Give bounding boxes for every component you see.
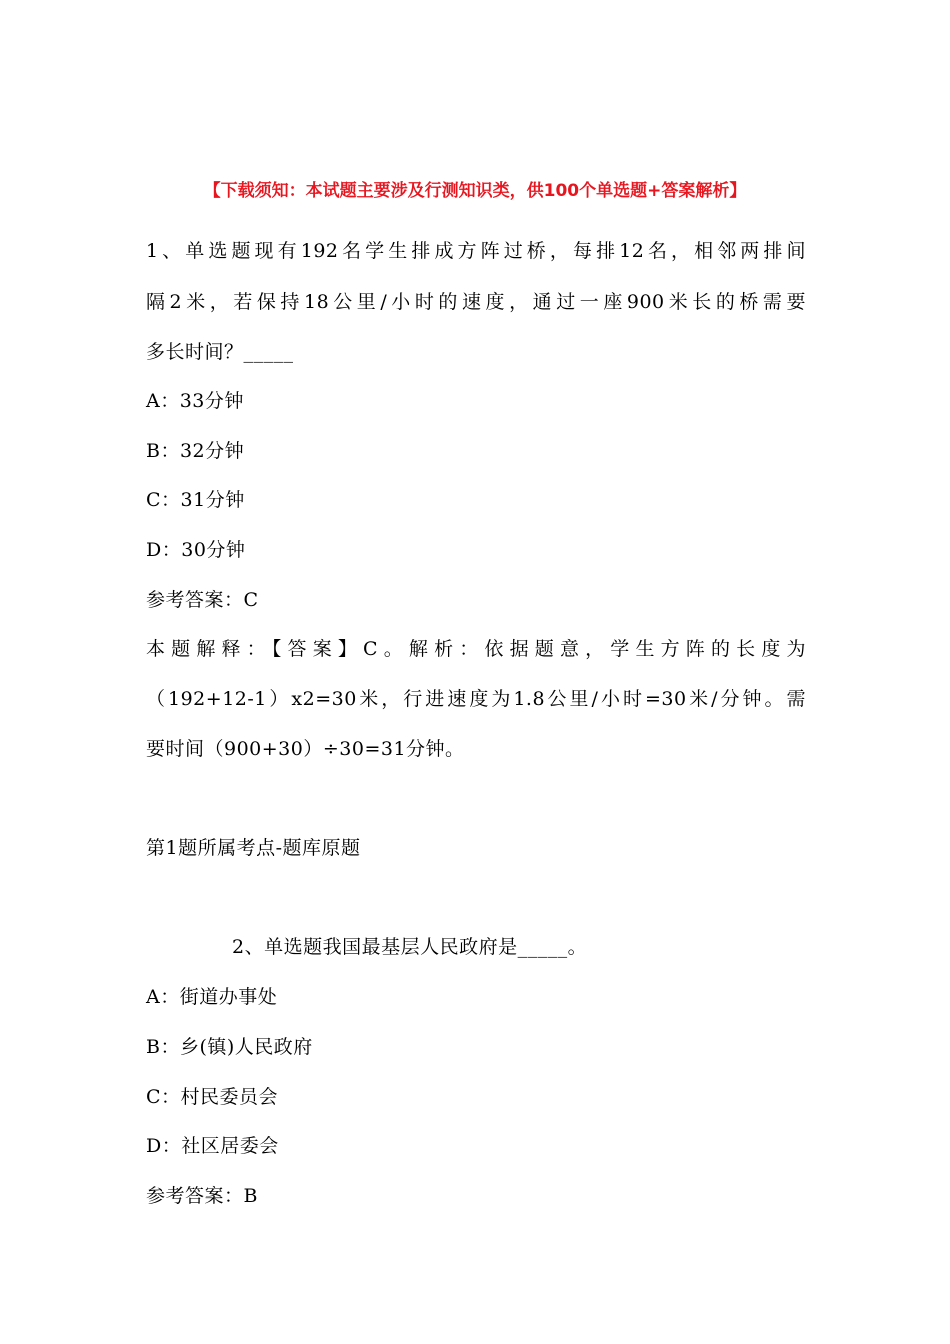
q1-explanation-line-1: 本题解释：【答案】C。解析：依据题意，学生方阵的长度为	[146, 638, 806, 660]
q1-option-d: D：30分钟	[146, 539, 246, 561]
q1-stem-line-1: 1、单选题现有192名学生排成方阵过桥，每排12名，相邻两排间	[146, 240, 806, 262]
q1-stem-line-2: 隔2米，若保持18公里/小时的速度，通过一座900米长的桥需要	[146, 291, 806, 313]
q1-topic: 第1题所属考点-题库原题	[146, 837, 361, 859]
q2-option-c: C：村民委员会	[146, 1086, 279, 1108]
q1-answer: 参考答案：C	[146, 589, 259, 611]
q2-option-a: A：街道办事处	[146, 986, 278, 1008]
q2-option-b: B：乡(镇)人民政府	[146, 1036, 313, 1058]
q2-answer: 参考答案：B	[146, 1185, 258, 1207]
download-notice: 【下载须知：本试题主要涉及行测知识类，供100个单选题+答案解析】	[203, 181, 747, 201]
q2-stem: 2、单选题我国最基层人民政府是_____。	[232, 936, 588, 958]
q2-option-d: D：社区居委会	[146, 1135, 279, 1157]
q1-explanation-line-2: （192+12-1）x2=30米，行进速度为1.8公里/小时=30米/分钟。需	[146, 688, 806, 710]
q1-option-b: B：32分钟	[146, 440, 245, 462]
q1-option-c: C：31分钟	[146, 489, 245, 511]
q1-option-a: A：33分钟	[146, 390, 244, 412]
q1-explanation-line-3: 要时间（900+30）÷30=31分钟。	[146, 738, 465, 760]
q1-stem-line-3: 多长时间？_____	[146, 341, 294, 363]
